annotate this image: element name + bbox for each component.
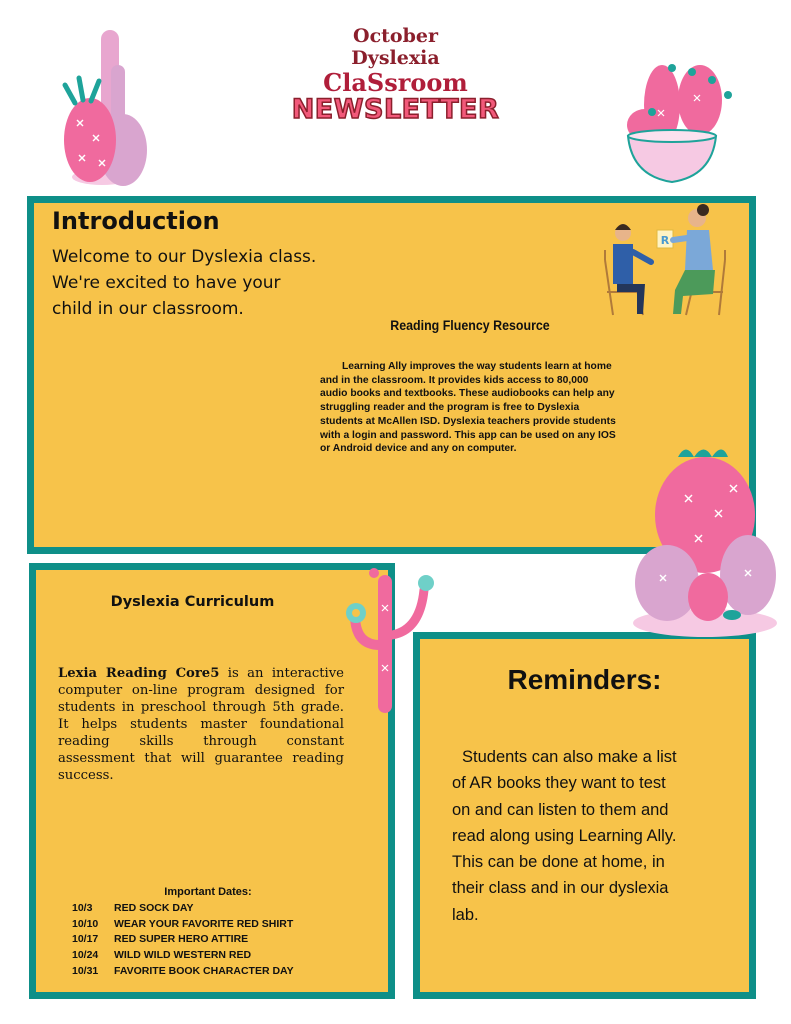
date-event: RED SOCK DAY [114, 902, 194, 914]
cactus-left-icon [55, 25, 150, 190]
card-letter: R [660, 234, 670, 247]
date-value: 10/24 [72, 949, 99, 962]
curriculum-text: is an interactive computer on-line program designed for students in preschool through 5th grade. It helps students master foundational reading skills through constant assessment that will guarantee reading success. [58, 666, 344, 783]
intro-heading: Introduction [52, 207, 220, 235]
date-event: RED SUPER HERO ATTIRE [114, 933, 249, 946]
title-month: October [353, 25, 438, 47]
date-row [72, 901, 294, 917]
date-value: 10/17 [72, 933, 99, 946]
cactus-cluster-icon [630, 435, 780, 640]
dates-heading: Important Dates: [164, 886, 252, 898]
date-row [72, 917, 294, 933]
dates-list [72, 901, 294, 980]
intro-text: Welcome to our Dyslexia class. We're excited to have your child in our classroom. [52, 247, 317, 319]
date-event: FAVORITE BOOK CHARACTER DAY [114, 964, 294, 977]
resource-body: Learning Ally improves the way students learn at home and in the classroom. It provides kids access to 80,000 audio books and textbooks. These audiobooks can help any struggling reader and the program is free to Dyslexia students at McAllen ISD. Dyslexia teachers provide students with a login and password. This app can be used on any IOS or Android device and any on computer. [320, 361, 616, 455]
date-event: WILD WILD WESTERN RED [114, 949, 252, 962]
resource-heading: Reading Fluency Resource [390, 318, 550, 333]
curriculum-body [58, 665, 344, 784]
teacher-student-illustration [597, 200, 737, 320]
date-value: 10/3 [72, 902, 93, 914]
date-event: WEAR YOUR FAVORITE RED SHIRT [114, 917, 294, 930]
date-row [72, 964, 294, 980]
title-newsletter: NEWSLETTER [291, 94, 500, 125]
reminders-heading: Reminders: [507, 664, 662, 695]
date-row [72, 932, 294, 948]
curriculum-heading: Dyslexia Curriculum [110, 594, 275, 610]
date-row [72, 948, 294, 964]
reminders-body: Students can also make a list of AR books they want to test on and can listen to them and read along using Learning Ally. This can be done at home, in their class and in our dyslexia lab. [452, 748, 677, 924]
date-value: 10/10 [72, 917, 99, 930]
curriculum-lead: Lexia Reading Core5 [58, 666, 220, 681]
title-subject: Dyslexia [351, 47, 440, 69]
title-room: ClaSsroom [323, 68, 468, 97]
potted-cactus-icon [620, 50, 740, 190]
date-value: 10/31 [72, 964, 99, 977]
